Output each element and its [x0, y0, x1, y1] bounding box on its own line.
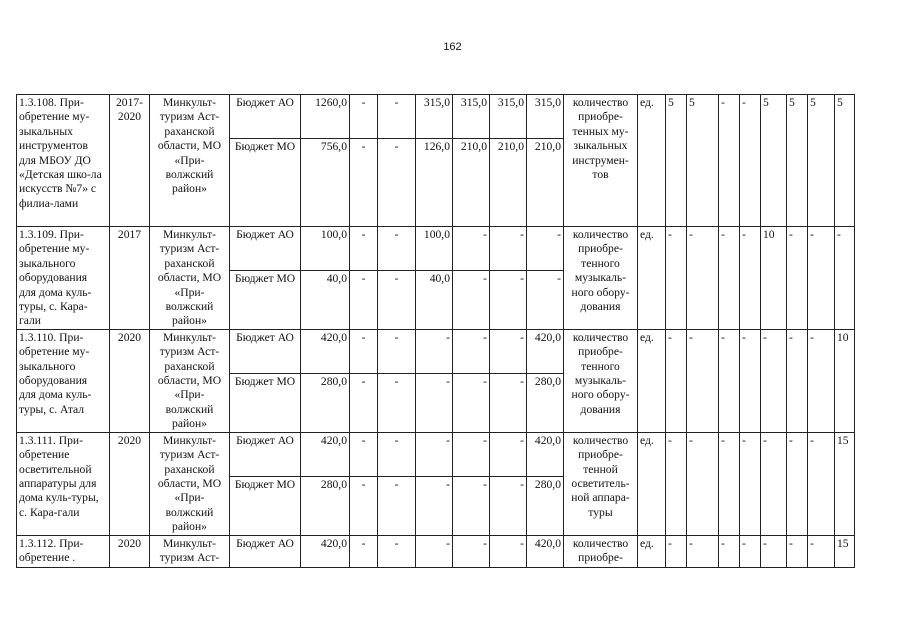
target-value-cell: -: [740, 535, 761, 567]
budget-year-cell: 315,0: [416, 95, 453, 139]
budget-year-cell: 280,0: [527, 477, 564, 535]
budget-year-cell: -: [378, 95, 416, 139]
budget-year-cell: -: [453, 477, 490, 535]
target-value-cell: -: [666, 432, 687, 535]
budget-year-cell: -: [350, 477, 378, 535]
table-row: [17, 95, 855, 139]
target-value-cell: -: [740, 227, 761, 330]
measure-name-cell: 1.3.112. При-обретение .: [17, 535, 110, 567]
target-value-cell: 5: [761, 95, 787, 227]
budget-year-cell: -: [378, 535, 416, 567]
budget-year-cell: -: [453, 227, 490, 271]
budget-year-cell: -: [350, 271, 378, 329]
target-value-cell: -: [719, 95, 740, 227]
table-row: [17, 329, 855, 373]
target-value-cell: -: [719, 432, 740, 535]
budget-year-cell: -: [490, 477, 527, 535]
budget-year-cell: 315,0: [527, 95, 564, 139]
unit-cell: ед.: [638, 95, 666, 227]
budget-year-cell: -: [453, 329, 490, 373]
target-value-cell: -: [835, 227, 855, 330]
target-value-cell: -: [740, 95, 761, 227]
table-row: [17, 432, 855, 476]
table-row: [17, 227, 855, 271]
target-value-cell: 5: [666, 95, 687, 227]
budget-total-cell: 756,0: [301, 139, 350, 227]
unit-cell: ед.: [638, 227, 666, 330]
target-value-cell: -: [761, 329, 787, 432]
target-value-cell: -: [787, 432, 808, 535]
target-value-cell: -: [687, 227, 719, 330]
budget-year-cell: 210,0: [453, 139, 490, 227]
budget-year-cell: -: [490, 329, 527, 373]
target-value-cell: -: [761, 432, 787, 535]
budget-year-cell: 420,0: [527, 329, 564, 373]
indicator-cell: количество приобре-тенного музыкаль-ного обору-дования: [564, 329, 638, 432]
budget-source-cell: Бюджет МО: [230, 139, 301, 227]
budget-year-cell: -: [416, 374, 453, 432]
page-number: 162: [443, 41, 462, 53]
target-value-cell: -: [740, 432, 761, 535]
budget-year-cell: -: [378, 227, 416, 271]
budget-source-cell: Бюджет МО: [230, 374, 301, 432]
budget-year-cell: -: [416, 477, 453, 535]
budget-year-cell: -: [527, 227, 564, 271]
indicator-cell: количество приобре-: [564, 535, 638, 567]
target-value-cell: 15: [835, 535, 855, 567]
budget-year-cell: -: [378, 432, 416, 476]
unit-cell: ед.: [638, 432, 666, 535]
target-value-cell: -: [740, 329, 761, 432]
target-value-cell: -: [787, 329, 808, 432]
budget-year-cell: -: [453, 374, 490, 432]
period-cell: 2020: [110, 432, 150, 535]
budget-year-cell: -: [453, 432, 490, 476]
measure-name-cell: 1.3.109. При-обретение му-зыкального оборудования для дома куль-туры, с. Кара-гали: [17, 227, 110, 330]
budget-year-cell: -: [378, 139, 416, 227]
target-value-cell: 5: [787, 95, 808, 227]
measure-name-cell: 1.3.108. При-обретение му-зыкальных инструментов для МБОУ ДО «Детская шко-ла искусств №7» с филиа-лами: [17, 95, 110, 227]
target-value-cell: 5: [835, 95, 855, 227]
budget-total-cell: 40,0: [301, 271, 350, 329]
budget-year-cell: -: [490, 271, 527, 329]
budget-source-cell: Бюджет МО: [230, 271, 301, 329]
target-value-cell: -: [666, 329, 687, 432]
executor-cell: Минкульт-туризм Аст-раханской области, МО «При-волжский район»: [150, 432, 230, 535]
table-row: [17, 535, 855, 567]
target-value-cell: -: [719, 535, 740, 567]
budget-year-cell: -: [416, 329, 453, 373]
program-table: [16, 94, 855, 568]
budget-year-cell: -: [416, 535, 453, 567]
budget-total-cell: 420,0: [301, 329, 350, 373]
target-value-cell: -: [687, 329, 719, 432]
budget-year-cell: -: [490, 535, 527, 567]
budget-year-cell: -: [490, 374, 527, 432]
budget-source-cell: Бюджет МО: [230, 477, 301, 535]
budget-year-cell: -: [378, 477, 416, 535]
target-value-cell: -: [666, 535, 687, 567]
budget-year-cell: -: [378, 271, 416, 329]
period-cell: 2020: [110, 535, 150, 567]
measure-name-cell: 1.3.111. При-обретение осветительной аппаратуры для дома куль-туры, с. Кара-гали: [17, 432, 110, 535]
budget-source-cell: Бюджет АО: [230, 329, 301, 373]
budget-year-cell: -: [416, 432, 453, 476]
indicator-cell: количество приобре-тенных му-зыкальных инструмен-тов: [564, 95, 638, 227]
budget-year-cell: 210,0: [490, 139, 527, 227]
budget-total-cell: 100,0: [301, 227, 350, 271]
period-cell: 2017-2020: [110, 95, 150, 227]
budget-source-cell: Бюджет АО: [230, 227, 301, 271]
executor-cell: Минкульт-туризм Аст-: [150, 535, 230, 567]
target-value-cell: 15: [835, 432, 855, 535]
target-value-cell: -: [761, 535, 787, 567]
indicator-cell: количество приобре-тенной осветитель-ной аппара-туры: [564, 432, 638, 535]
target-value-cell: -: [666, 227, 687, 330]
budget-year-cell: -: [350, 139, 378, 227]
budget-year-cell: 315,0: [490, 95, 527, 139]
budget-year-cell: -: [490, 432, 527, 476]
period-cell: 2017: [110, 227, 150, 330]
budget-total-cell: 1260,0: [301, 95, 350, 139]
budget-total-cell: 420,0: [301, 535, 350, 567]
budget-source-cell: Бюджет АО: [230, 535, 301, 567]
budget-year-cell: -: [453, 271, 490, 329]
unit-cell: ед.: [638, 535, 666, 567]
target-value-cell: 10: [761, 227, 787, 330]
budget-source-cell: Бюджет АО: [230, 95, 301, 139]
budget-source-cell: Бюджет АО: [230, 432, 301, 476]
executor-cell: Минкульт-туризм Аст-раханской области, МО «При-волжский район»: [150, 95, 230, 227]
budget-total-cell: 280,0: [301, 477, 350, 535]
executor-cell: Минкульт-туризм Аст-раханской области, МО «При-волжский район»: [150, 329, 230, 432]
budget-year-cell: -: [350, 432, 378, 476]
target-value-cell: -: [808, 227, 835, 330]
budget-year-cell: 315,0: [453, 95, 490, 139]
indicator-cell: количество приобре-тенного музыкаль-ного обору-дования: [564, 227, 638, 330]
unit-cell: ед.: [638, 329, 666, 432]
budget-year-cell: 280,0: [527, 374, 564, 432]
target-value-cell: -: [787, 535, 808, 567]
budget-year-cell: -: [453, 535, 490, 567]
target-value-cell: -: [719, 227, 740, 330]
target-value-cell: -: [808, 329, 835, 432]
budget-year-cell: 420,0: [527, 535, 564, 567]
measure-name-cell: 1.3.110. При-обретение му-зыкального оборудования для дома куль-туры, с. Атал: [17, 329, 110, 432]
budget-year-cell: -: [350, 227, 378, 271]
budget-year-cell: -: [350, 329, 378, 373]
target-value-cell: -: [719, 329, 740, 432]
executor-cell: Минкульт-туризм Аст-раханской области, МО «При-волжский район»: [150, 227, 230, 330]
budget-year-cell: 40,0: [416, 271, 453, 329]
budget-year-cell: -: [350, 374, 378, 432]
budget-year-cell: 100,0: [416, 227, 453, 271]
budget-year-cell: -: [350, 95, 378, 139]
budget-year-cell: -: [350, 535, 378, 567]
target-value-cell: -: [687, 432, 719, 535]
target-value-cell: -: [808, 535, 835, 567]
budget-year-cell: 126,0: [416, 139, 453, 227]
budget-year-cell: -: [527, 271, 564, 329]
target-value-cell: -: [808, 432, 835, 535]
target-value-cell: 5: [687, 95, 719, 227]
budget-total-cell: 420,0: [301, 432, 350, 476]
budget-year-cell: -: [378, 329, 416, 373]
budget-year-cell: 420,0: [527, 432, 564, 476]
target-value-cell: -: [687, 535, 719, 567]
period-cell: 2020: [110, 329, 150, 432]
budget-year-cell: -: [378, 374, 416, 432]
budget-total-cell: 280,0: [301, 374, 350, 432]
target-value-cell: 5: [808, 95, 835, 227]
target-value-cell: -: [787, 227, 808, 330]
budget-year-cell: -: [490, 227, 527, 271]
target-value-cell: 10: [835, 329, 855, 432]
budget-year-cell: 210,0: [527, 139, 564, 227]
